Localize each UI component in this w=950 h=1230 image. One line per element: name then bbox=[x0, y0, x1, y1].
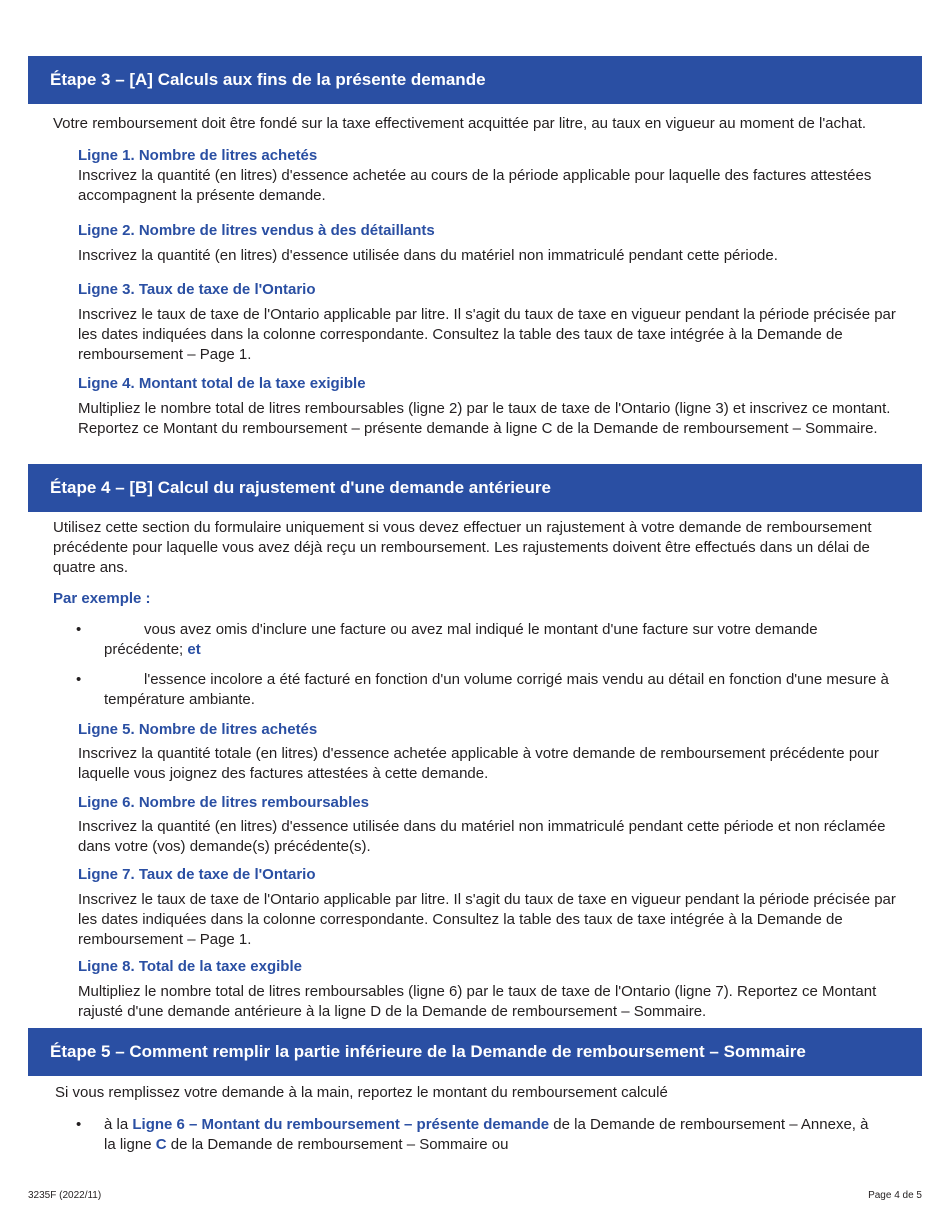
line6-text: Inscrivez la quantité (en litres) d'essence utilisée dans du matériel non immatriculé pendant cette période et non réclamée dans votre (vos) demande(s) précédente(s). bbox=[78, 818, 886, 855]
step3-header bbox=[28, 56, 922, 104]
line8-heading: Ligne 8. Total de la taxe exgible bbox=[78, 958, 302, 975]
step4-intro: Utilisez cette section du formulaire uniquement si vous devez effectuer un rajustement à votre demande de remboursement précédente pour laquelle vous avez déjà reçu un remboursement. Les rajustements doivent être effectués dans un délai de quatre ans. bbox=[53, 519, 872, 576]
step5-bullet bbox=[104, 1115, 874, 1155]
bullet-2-marker: • bbox=[76, 671, 82, 688]
line2-heading: Ligne 2. Nombre de litres vendus à des détaillants bbox=[78, 222, 435, 239]
line3-heading: Ligne 3. Taux de taxe de l'Ontario bbox=[78, 281, 316, 298]
line4-text: Multipliez le nombre total de litres remboursables (ligne 2) par le taux de taxe de l'Ontario (ligne 3) et inscrivez ce montant. Reportez ce Montant du remboursement – présente demande à ligne C de la Demande de remboursement – Sommaire. bbox=[78, 400, 891, 437]
step3-title: Étape 3 – [A] Calculs aux fins de la présente demande bbox=[50, 70, 486, 89]
step3-intro: Votre remboursement doit être fondé sur la taxe effectivement acquittée par litre, au taux en vigueur au moment de l'achat. bbox=[53, 115, 867, 132]
step4-title: Étape 4 – [B] Calcul du rajustement d'une demande antérieure bbox=[50, 478, 551, 497]
step5-bullet-prefix: à la bbox=[104, 1116, 129, 1133]
line7-heading: Ligne 7. Taux de taxe de l'Ontario bbox=[78, 866, 316, 883]
bullet-1-marker: • bbox=[76, 621, 82, 638]
step4-header bbox=[28, 464, 922, 512]
step5-intro: Si vous remplissez votre demande à la main, reportez le montant du remboursement calculé bbox=[55, 1084, 668, 1101]
step5-title: Étape 5 – Comment remplir la partie inférieure de la Demande de remboursement – Sommaire bbox=[50, 1042, 806, 1061]
line3-text: Inscrivez le taux de taxe de l'Ontario applicable par litre. Il s'agit du taux de taxe en vigueur pendant la période précisée par les dates indiquées dans la colonne correspondante. Consultez la table des taux de taxe intégrée à la Demande de remboursement – Page 1. bbox=[78, 306, 896, 363]
line1-heading: Ligne 1. Nombre de litres achetés bbox=[78, 147, 318, 164]
step5-bullet-marker: • bbox=[76, 1116, 82, 1133]
bullet-2 bbox=[104, 670, 894, 710]
step5-bullet-suffix: de la Demande de remboursement – Sommaire ou bbox=[170, 1136, 509, 1153]
bullet-2-text: l'essence incolore a été facturé en fonction d'un volume corrigé mais vendu au détail en fonction d'une mesure à température ambiante. bbox=[104, 671, 889, 708]
example-label: Par exemple : bbox=[53, 590, 151, 607]
step5-bullet-middle: de la Demande de remboursement – Annexe, à la ligne bbox=[104, 1116, 869, 1153]
bullet-1-connector: et bbox=[187, 641, 201, 658]
page-number: Page 4 de 5 bbox=[868, 1190, 922, 1201]
step5-bullet-line-c: C bbox=[155, 1136, 167, 1153]
line5-text: Inscrivez la quantité totale (en litres) d'essence achetée applicable à votre demande de remboursement précédente pour laquelle vous joignez des factures attestées à cette demande. bbox=[78, 745, 879, 782]
bullet-1 bbox=[104, 620, 894, 660]
line4-heading: Ligne 4. Montant total de la taxe exigible bbox=[78, 375, 366, 392]
line8-text: Multipliez le nombre total de litres remboursables (ligne 6) par le taux de taxe de l'Ontario (ligne 7). Reportez ce Montant rajusté d'une demande antérieure à la ligne D de la Demande de remboursement – Sommaire. bbox=[78, 983, 877, 1020]
bullet-1-text: vous avez omis d'inclure une facture ou avez mal indiqué le montant d'une facture sur votre demande précédente; bbox=[104, 621, 818, 658]
line5-heading: Ligne 5. Nombre de litres achetés bbox=[78, 721, 318, 738]
line6-heading: Ligne 6. Nombre de litres remboursables bbox=[78, 794, 369, 811]
line1-text: Inscrivez la quantité (en litres) d'essence achetée au cours de la période applicable pour laquelle des factures attestées accompagnent la présente demande. bbox=[78, 167, 872, 204]
line2-text: Inscrivez la quantité (en litres) d'essence utilisée dans du matériel non immatriculé pendant cette période. bbox=[78, 247, 778, 264]
line7-text: Inscrivez le taux de taxe de l'Ontario applicable par litre. Il s'agit du taux de taxe en vigueur pendant la période précisée par les dates indiquées dans la colonne correspondante. Consultez la table des taux de taxe intégrée à la Demande de remboursement – Page 1. bbox=[78, 891, 896, 948]
step5-header bbox=[28, 1028, 922, 1076]
step5-bullet-line6: Ligne 6 – Montant du remboursement – présente demande bbox=[132, 1116, 550, 1133]
form-code: 3235F (2022/11) bbox=[28, 1190, 102, 1201]
